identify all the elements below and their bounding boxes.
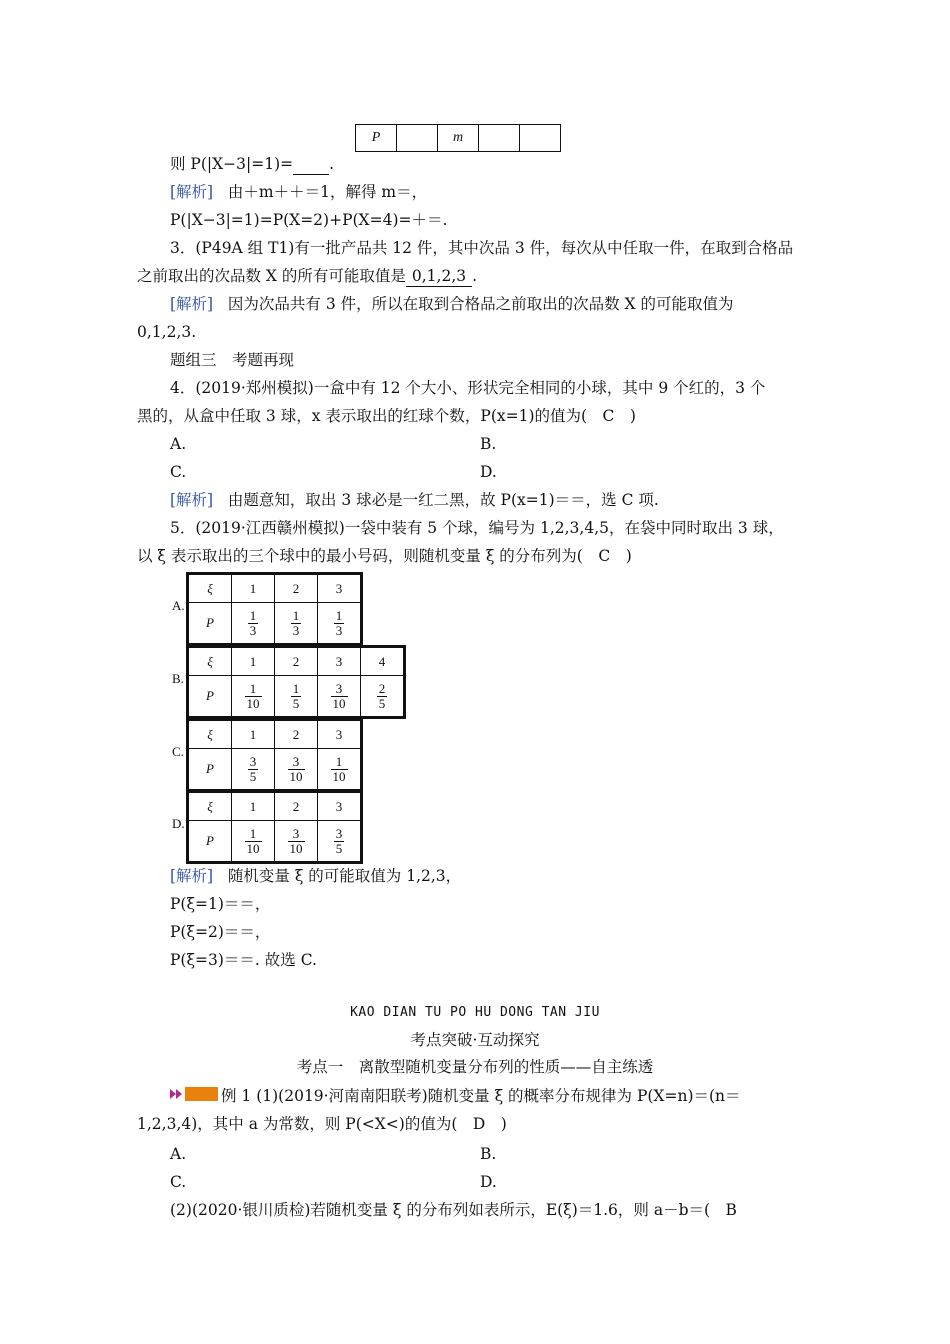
table-cell: 1 <box>232 721 275 749</box>
q5-analysis <box>170 866 461 886</box>
fraction-cell <box>232 603 275 644</box>
q3-question-line1: 3．(P49A 组 T1)有一批产品共 12 件，其中次品 3 件，每次从中任取一件，在取到合格品 <box>170 239 794 257</box>
denominator: 3 <box>249 622 257 638</box>
example1-option-a: A. <box>170 1145 187 1163</box>
table-cell: 2 <box>275 575 318 603</box>
analysis-label: [解析] <box>170 491 214 509</box>
fraction <box>377 682 388 711</box>
q4-option-c: C. <box>170 463 187 481</box>
denominator: 10 <box>289 840 303 856</box>
top-prob-table <box>355 124 561 152</box>
fraction <box>291 609 302 638</box>
q5-analysis-line3: P(ξ=2)＝＝， <box>170 923 271 941</box>
fraction <box>288 827 305 856</box>
xi-header: ξ <box>189 648 232 676</box>
xi-header: ξ <box>189 793 232 821</box>
q4-option-d: D. <box>480 463 497 481</box>
q2-end: . <box>329 155 335 173</box>
table-cell: 1 <box>232 648 275 676</box>
fraction-cell <box>232 821 275 862</box>
example-marker-icon <box>170 1086 220 1106</box>
q4-option-b: B. <box>480 435 497 453</box>
q3-question-line2 <box>137 266 477 287</box>
q2-analysis-line2: P(|X−3|=1)=P(X=2)+P(X=4)=＋＝. <box>170 211 448 229</box>
answer-blank <box>293 154 329 175</box>
fraction <box>334 827 345 856</box>
q5-analysis-line4: P(ξ=3)＝＝. 故选 C. <box>170 951 317 969</box>
q3-text: 之前取出的次品数 X 的所有可能取值是 <box>137 267 406 285</box>
denominator: 3 <box>292 622 300 638</box>
option-a-table <box>186 572 363 646</box>
group-title: 题组三 考题再现 <box>170 351 295 369</box>
q3-analysis <box>170 294 734 314</box>
denominator: 10 <box>246 695 260 711</box>
numerator: 1 <box>292 607 300 623</box>
fraction <box>245 827 262 856</box>
fraction <box>248 755 259 784</box>
fraction <box>331 755 348 784</box>
fraction-cell <box>275 603 318 644</box>
q4-option-a: A. <box>170 435 187 453</box>
numerator: 3 <box>288 827 305 842</box>
option-d-label: D. <box>172 816 185 831</box>
analysis-text: 由题意知，取出 3 球必是一红二黑，故 P(x=1)＝＝，选 C 项. <box>227 491 659 509</box>
analysis-text: 随机变量 ξ 的可能取值为 1,2,3， <box>227 867 462 885</box>
option-b-table <box>186 645 406 719</box>
fraction <box>291 682 302 711</box>
table-cell: 2 <box>275 648 318 676</box>
q4-analysis <box>170 490 659 510</box>
denominator: 5 <box>249 768 257 784</box>
fraction <box>331 682 348 711</box>
table-cell: 1 <box>232 575 275 603</box>
p-header: P <box>189 821 232 862</box>
fraction-cell <box>318 676 361 717</box>
numerator: 3 <box>288 755 305 770</box>
example1-line1: 例 1 (1)(2019·河南南阳联考)随机变量 ξ 的概率分布规律为 P(X=n)＝(n＝ <box>221 1087 741 1105</box>
section-pinyin: KAO DIAN TU PO HU DONG TAN JIU <box>350 1005 600 1020</box>
table-cell <box>520 125 561 152</box>
fraction-cell <box>318 749 361 790</box>
numerator: 2 <box>378 680 386 696</box>
numerator: 1 <box>245 827 262 842</box>
option-c-label: C. <box>172 744 184 759</box>
q5-analysis-line2: P(ξ=1)＝＝， <box>170 895 271 913</box>
table-cell: 3 <box>318 793 361 821</box>
table-cell: 3 <box>318 648 361 676</box>
denominator: 3 <box>335 622 343 638</box>
example1-part2: (2)(2020·银川质检)若随机变量 ξ 的分布列如表所示，E(ξ)＝1.6，则 a－b＝( B <box>170 1201 737 1219</box>
analysis-label: [解析] <box>170 867 214 885</box>
denominator: 5 <box>292 695 300 711</box>
table-cell: 2 <box>275 793 318 821</box>
fraction-cell <box>361 676 404 717</box>
option-d-table <box>186 790 363 864</box>
analysis-label: [解析] <box>170 183 214 201</box>
denominator: 10 <box>246 840 260 856</box>
p-header: P <box>189 603 232 644</box>
table-cell <box>397 125 438 152</box>
fraction <box>245 682 262 711</box>
denominator: 5 <box>378 695 386 711</box>
q4-question-line1: 4．(2019·郑州模拟)一盒中有 12 个大小、形状完全相同的小球，其中 9 个红的，3 个 <box>170 379 766 397</box>
fraction-cell <box>232 749 275 790</box>
q3-answer: 0,1,2,3 <box>406 266 472 287</box>
denominator: 10 <box>289 768 303 784</box>
table-cell: 3 <box>318 721 361 749</box>
option-a-label: A. <box>172 598 185 613</box>
numerator: 1 <box>331 755 348 770</box>
fraction <box>248 609 259 638</box>
fraction <box>288 755 305 784</box>
numerator: 3 <box>331 682 348 697</box>
table-cell: 3 <box>318 575 361 603</box>
table-cell: 4 <box>361 648 404 676</box>
table-cell: 2 <box>275 721 318 749</box>
denominator: 10 <box>332 768 346 784</box>
fraction <box>334 609 345 638</box>
xi-header: ξ <box>189 721 232 749</box>
fraction-cell <box>318 821 361 862</box>
numerator: 3 <box>335 825 343 841</box>
numerator: 1 <box>292 680 300 696</box>
numerator: 1 <box>245 682 262 697</box>
numerator: 1 <box>335 607 343 623</box>
denominator: 5 <box>335 840 343 856</box>
option-b-label: B. <box>172 671 184 686</box>
fraction-cell <box>232 676 275 717</box>
q4-question-line2: 黑的，从盒中任取 3 球，x 表示取出的红球个数，P(x=1)的值为( C ) <box>137 407 636 425</box>
section-subtitle: 考点一 离散型随机变量分布列的性质——自主练透 <box>296 1058 654 1076</box>
fraction-cell <box>275 676 318 717</box>
numerator: 3 <box>249 753 257 769</box>
q2-text: 则 P(|X−3|=1)= <box>170 155 294 173</box>
table-cell: 1 <box>232 793 275 821</box>
example1-option-b: B. <box>480 1145 497 1163</box>
xi-header: ξ <box>189 575 232 603</box>
section-title: 考点突破·互动探究 <box>410 1031 540 1049</box>
analysis-text: 因为次品共有 3 件，所以在取到合格品之前取出的次品数 X 的可能取值为 <box>227 295 734 313</box>
fraction-cell <box>275 749 318 790</box>
table-cell <box>479 125 520 152</box>
table-cell: P <box>356 125 397 152</box>
q3-end: . <box>472 267 478 285</box>
example1-option-c: C. <box>170 1173 187 1191</box>
analysis-text: 由＋m＋＋＝1，解得 m＝， <box>227 183 428 201</box>
p-header: P <box>189 749 232 790</box>
q5-question-line1: 5．(2019·江西赣州模拟)一袋中装有 5 个球，编号为 1,2,3,4,5，在袋中同时取出 3 球， <box>170 519 784 537</box>
example1-line2: 1,2,3,4)，其中 a 为常数，则 P(<X<)的值为( D ) <box>137 1115 507 1133</box>
q2-question <box>170 154 334 175</box>
analysis-label: [解析] <box>170 295 214 313</box>
example1-option-d: D. <box>480 1173 497 1191</box>
p-header: P <box>189 676 232 717</box>
q5-question-line2: 以 ξ 表示取出的三个球中的最小号码，则随机变量 ξ 的分布列为( C ) <box>137 547 632 565</box>
numerator: 1 <box>249 607 257 623</box>
option-c-table <box>186 718 363 792</box>
table-cell: m <box>438 125 479 152</box>
fraction-cell <box>318 603 361 644</box>
q3-analysis-line2: 0,1,2,3. <box>137 323 197 341</box>
denominator: 10 <box>332 695 346 711</box>
fraction-cell <box>275 821 318 862</box>
q2-analysis <box>170 182 427 202</box>
